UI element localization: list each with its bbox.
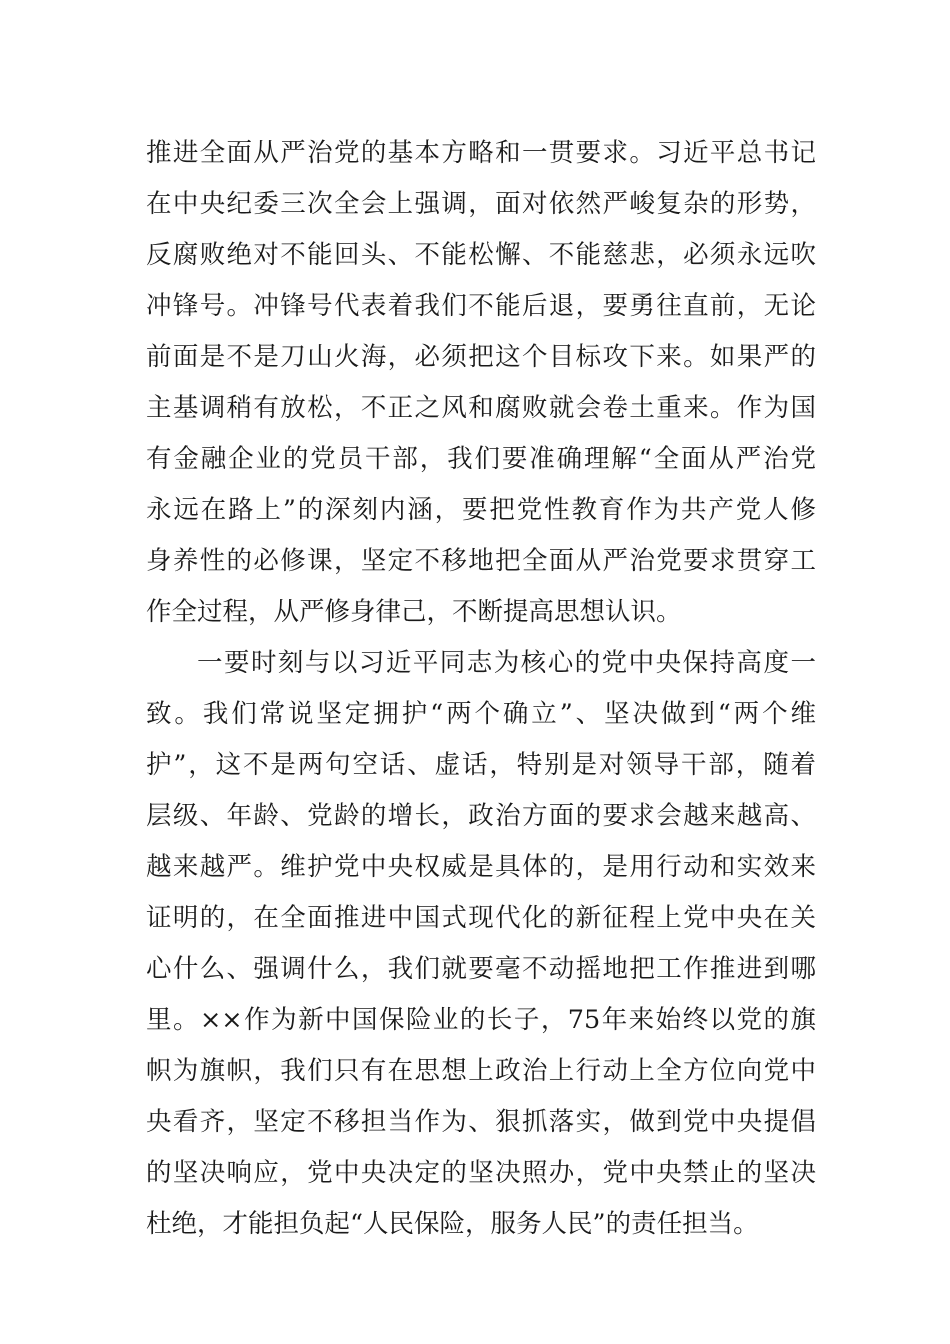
text-line: 致。我们常说坚定拥护“两个确立”、坚决做到“两个维 bbox=[146, 699, 816, 729]
text-line: 主基调稍有放松，不正之风和腐败就会卷土重来。作为国 bbox=[146, 393, 816, 423]
text-line: 的坚决响应，党中央决定的坚决照办，党中央禁止的坚决 bbox=[146, 1158, 816, 1188]
text-line: 心什么、强调什么，我们就要毫不动摇地把工作推进到哪 bbox=[146, 954, 816, 984]
text-line: 越来越严。维护党中央权威是具体的，是用行动和实效来 bbox=[146, 852, 816, 882]
text-line: 帜为旗帜，我们只有在思想上政治上行动上全方位向党中 bbox=[146, 1056, 816, 1086]
text-line: 前面是不是刀山火海，必须把这个目标攻下来。如果严的 bbox=[146, 342, 816, 372]
text-line: 央看齐，坚定不移担当作为、狠抓落实，做到党中央提倡 bbox=[146, 1107, 816, 1137]
text-line: 护”，这不是两句空话、虚话，特别是对领导干部，随着 bbox=[146, 750, 816, 780]
text-line: 作全过程，从严修身律己，不断提高思想认识。 bbox=[146, 597, 682, 627]
paragraph-2 bbox=[146, 638, 816, 1250]
text-line: 里。××作为新中国保险业的长子，75年来始终以党的旗 bbox=[146, 1005, 816, 1035]
text-line: 证明的，在全面推进中国式现代化的新征程上党中央在关 bbox=[146, 903, 816, 933]
text-line: 一要时刻与以习近平同志为核心的党中央保持高度一 bbox=[197, 648, 816, 678]
text-line: 永远在路上”的深刻内涵，要把党性教育作为共产党人修 bbox=[146, 495, 816, 525]
text-line: 推进全面从严治党的基本方略和一贯要求。习近平总书记 bbox=[146, 138, 816, 168]
paragraph-1 bbox=[146, 128, 816, 638]
text-line: 有金融企业的党员干部，我们要准确理解“全面从严治党 bbox=[146, 444, 816, 474]
body-text bbox=[146, 128, 816, 1250]
text-line: 杜绝，才能担负起“人民保险，服务人民”的责任担当。 bbox=[146, 1209, 759, 1239]
text-line: 层级、年龄、党龄的增长，政治方面的要求会越来越高、 bbox=[146, 801, 816, 831]
text-line: 反腐败绝对不能回头、不能松懈、不能慈悲，必须永远吹 bbox=[146, 240, 816, 270]
text-line: 在中央纪委三次全会上强调，面对依然严峻复杂的形势， bbox=[146, 189, 816, 219]
text-line: 冲锋号。冲锋号代表着我们不能后退，要勇往直前，无论 bbox=[146, 291, 816, 321]
text-line: 身养性的必修课，坚定不移地把全面从严治党要求贯穿工 bbox=[146, 546, 816, 576]
